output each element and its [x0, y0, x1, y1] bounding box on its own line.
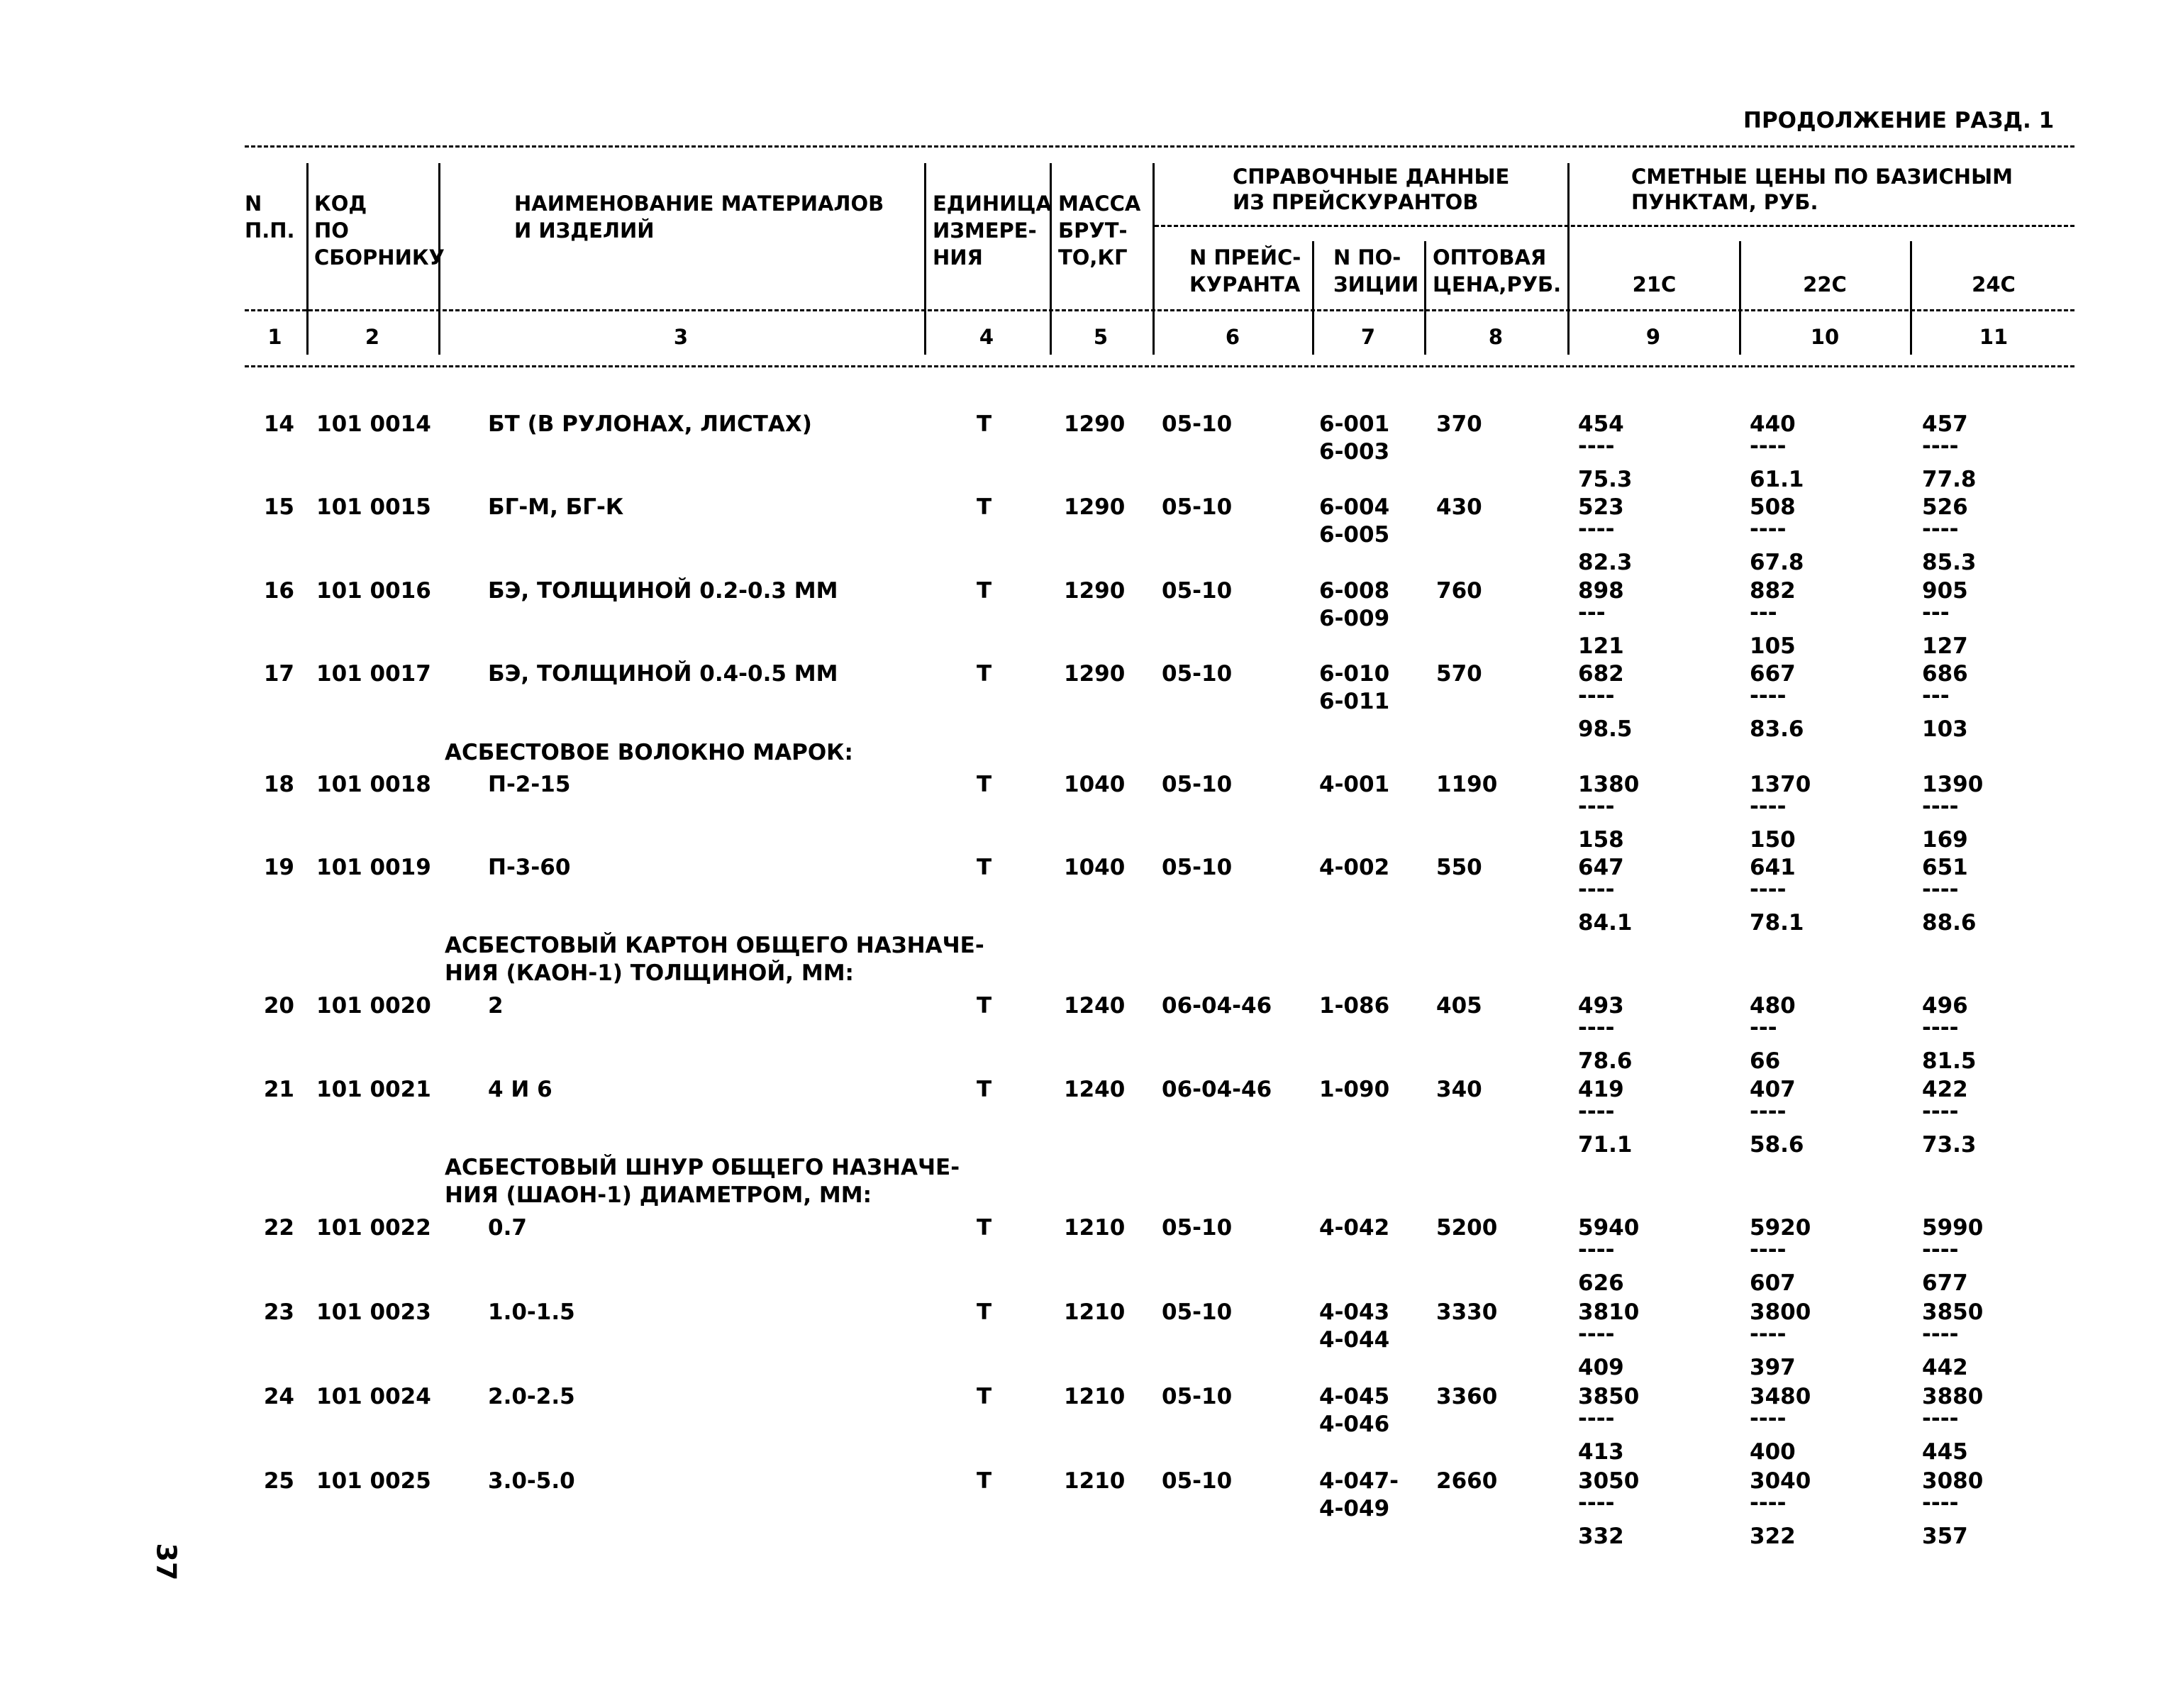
row-position: 4-045 — [1319, 1384, 1390, 1409]
row-position: 6-010 — [1319, 661, 1390, 687]
header-mid-rule — [1155, 225, 2074, 227]
row-price-24c-top: 457 — [1922, 411, 1968, 437]
row-mass: 1290 — [1064, 411, 1126, 437]
row-price-22c-dash: ---- — [1750, 877, 1787, 902]
row-name: БЭ, ТОЛЩИНОЙ 0.4-0.5 ММ — [488, 661, 838, 687]
row-pricelist: 05-10 — [1162, 772, 1233, 797]
row-code: 101 0018 — [316, 772, 431, 797]
row-mass: 1040 — [1064, 772, 1126, 797]
row-price-24c-dash: ---- — [1922, 1490, 1959, 1516]
group-heading-cord-line2: НИЯ (ШАОН-1) ДИАМЕТРОМ, ММ: — [445, 1182, 872, 1208]
row-unit: Т — [977, 855, 992, 880]
row-position: 4-043 — [1319, 1299, 1390, 1325]
row-price-21c-top: 5940 — [1578, 1215, 1640, 1241]
row-price-22c-bottom: 105 — [1750, 633, 1796, 659]
row-price-22c-top: 440 — [1750, 411, 1796, 437]
row-wholesale-price: 2660 — [1436, 1468, 1498, 1494]
row-wholesale-price: 550 — [1436, 855, 1482, 880]
row-price-22c-dash: ---- — [1750, 433, 1787, 459]
col-mass-line1: МАССА — [1058, 192, 1141, 216]
row-price-22c-top: 641 — [1750, 855, 1796, 880]
row-price-21c-top: 682 — [1578, 661, 1624, 687]
row-price-22c-dash: ---- — [1750, 683, 1787, 709]
row-price-22c-dash: ---- — [1750, 1237, 1787, 1263]
table-top-rule — [245, 145, 2074, 148]
row-pricelist: 06-04-46 — [1162, 1077, 1272, 1102]
row-mass: 1210 — [1064, 1384, 1126, 1409]
row-wholesale-price: 430 — [1436, 494, 1482, 520]
page-number: 37 — [150, 1543, 182, 1581]
group-heading-board — [445, 933, 984, 958]
col-name-line1: НАИМЕНОВАНИЕ МАТЕРИАЛОВ — [514, 192, 884, 216]
col-number: 9 — [1645, 325, 1661, 349]
row-wholesale-price: 5200 — [1436, 1215, 1498, 1241]
row-price-21c-bottom: 78.6 — [1578, 1048, 1633, 1074]
row-mass: 1210 — [1064, 1468, 1126, 1494]
col-number: 10 — [1810, 325, 1840, 349]
row-wholesale-price: 405 — [1436, 993, 1482, 1019]
row-position-2: 6-009 — [1319, 606, 1390, 631]
row-price-21c-top: 3810 — [1578, 1299, 1640, 1325]
col-unit-line1: ЕДИНИЦА — [933, 192, 1052, 216]
row-price-22c-bottom: 67.8 — [1750, 550, 1804, 575]
row-price-24c-dash: ---- — [1922, 794, 1959, 819]
row-unit: Т — [977, 661, 992, 687]
row-price-24c-top: 496 — [1922, 993, 1968, 1019]
row-price-24c-bottom: 442 — [1922, 1355, 1968, 1380]
col-ref-group-line2: ИЗ ПРЕЙСКУРАНТОВ — [1233, 190, 1479, 214]
row-name: П-3-60 — [488, 855, 571, 880]
row-number: 19 — [263, 855, 294, 880]
group-heading-bold: АСБЕСТОВЫЙ КАРТОН — [445, 933, 728, 958]
row-price-21c-dash: ---- — [1578, 433, 1615, 459]
row-code: 101 0014 — [316, 411, 431, 437]
group-heading-board-line2: НИЯ (КАОН-1) ТОЛЩИНОЙ, ММ: — [445, 960, 854, 986]
row-code: 101 0020 — [316, 993, 431, 1019]
row-price-22c-top: 667 — [1750, 661, 1796, 687]
row-price-24c-dash: ---- — [1922, 1015, 1959, 1041]
row-position: 4-002 — [1319, 855, 1390, 880]
row-pricelist: 05-10 — [1162, 411, 1233, 437]
row-price-24c-dash: --- — [1922, 600, 1950, 626]
row-price-22c-bottom: 322 — [1750, 1524, 1796, 1549]
col-pricelist-line2: КУРАНТА — [1189, 272, 1301, 296]
row-price-24c-top: 3080 — [1922, 1468, 1984, 1494]
row-number: 23 — [263, 1299, 294, 1325]
row-position: 4-001 — [1319, 772, 1390, 797]
col-n-line1: N — [245, 192, 262, 216]
row-position: 4-042 — [1319, 1215, 1390, 1241]
row-code: 101 0025 — [316, 1468, 431, 1494]
row-position-2: 4-046 — [1319, 1412, 1390, 1437]
row-price-22c-bottom: 397 — [1750, 1355, 1796, 1380]
row-price-24c-dash: ---- — [1922, 433, 1959, 459]
row-code: 101 0016 — [316, 578, 431, 604]
row-mass: 1290 — [1064, 494, 1126, 520]
row-price-24c-dash: ---- — [1922, 1237, 1959, 1263]
row-price-21c-top: 3050 — [1578, 1468, 1640, 1494]
row-price-22c-dash: ---- — [1750, 516, 1787, 542]
col-position-line1: N ПО- — [1333, 245, 1401, 270]
row-price-22c-dash: ---- — [1750, 1099, 1787, 1124]
col-price-line2: ЦЕНА,РУБ. — [1433, 272, 1562, 296]
col-est-group-line2: ПУНКТАМ, РУБ. — [1631, 190, 1818, 214]
group-heading-cord — [445, 1155, 960, 1180]
col-number: 6 — [1225, 325, 1240, 349]
row-name: П-2-15 — [488, 772, 571, 797]
row-price-24c-top: 3880 — [1922, 1384, 1984, 1409]
row-price-24c-dash: --- — [1922, 683, 1950, 709]
col-est-22c: 22С — [1803, 272, 1847, 296]
col-code-line2: ПО — [314, 218, 349, 243]
row-position: 6-008 — [1319, 578, 1390, 604]
row-price-22c-top: 3800 — [1750, 1299, 1811, 1325]
row-price-21c-top: 523 — [1578, 494, 1624, 520]
row-price-22c-top: 407 — [1750, 1077, 1796, 1102]
row-price-22c-top: 480 — [1750, 993, 1796, 1019]
row-number: 22 — [263, 1215, 294, 1241]
row-price-24c-bottom: 677 — [1922, 1270, 1968, 1296]
row-wholesale-price: 3330 — [1436, 1299, 1498, 1325]
col-price-line1: ОПТОВАЯ — [1433, 245, 1547, 270]
row-pricelist: 05-10 — [1162, 1468, 1233, 1494]
row-wholesale-price: 760 — [1436, 578, 1482, 604]
row-price-22c-bottom: 78.1 — [1750, 910, 1804, 936]
row-pricelist: 05-10 — [1162, 578, 1233, 604]
row-price-22c-bottom: 58.6 — [1750, 1132, 1804, 1158]
row-price-21c-bottom: 332 — [1578, 1524, 1624, 1549]
row-price-22c-dash: --- — [1750, 600, 1777, 626]
row-price-24c-top: 3850 — [1922, 1299, 1984, 1325]
row-number: 14 — [263, 411, 294, 437]
row-code: 101 0019 — [316, 855, 431, 880]
row-price-24c-top: 651 — [1922, 855, 1968, 880]
row-price-22c-top: 5920 — [1750, 1215, 1811, 1241]
col-number: 7 — [1360, 325, 1376, 349]
row-price-22c-dash: --- — [1750, 1015, 1777, 1041]
row-price-24c-dash: ---- — [1922, 1099, 1959, 1124]
row-price-24c-top: 422 — [1922, 1077, 1968, 1102]
row-price-21c-bottom: 626 — [1578, 1270, 1624, 1296]
col-pricelist-line1: N ПРЕЙС- — [1189, 245, 1301, 270]
row-price-24c-bottom: 73.3 — [1922, 1132, 1977, 1158]
row-name: 2 — [488, 993, 504, 1019]
row-price-22c-bottom: 66 — [1750, 1048, 1781, 1074]
col-code-line1: КОД — [314, 192, 367, 216]
row-price-21c-bottom: 71.1 — [1578, 1132, 1633, 1158]
row-price-21c-top: 493 — [1578, 993, 1624, 1019]
numbers-bottom-rule — [245, 365, 2074, 367]
row-code: 101 0024 — [316, 1384, 431, 1409]
row-number: 18 — [263, 772, 294, 797]
row-price-21c-bottom: 409 — [1578, 1355, 1624, 1380]
row-price-24c-dash: ---- — [1922, 516, 1959, 542]
row-pricelist: 05-10 — [1162, 1215, 1233, 1241]
row-number: 17 — [263, 661, 294, 687]
row-price-21c-top: 1380 — [1578, 772, 1640, 797]
row-price-22c-dash: ---- — [1750, 1406, 1787, 1431]
row-mass: 1240 — [1064, 993, 1126, 1019]
col-number: 3 — [673, 325, 689, 349]
row-price-24c-bottom: 88.6 — [1922, 910, 1977, 936]
col-est-group-line1: СМЕТНЫЕ ЦЕНЫ ПО БАЗИСНЫМ — [1631, 165, 2013, 189]
row-name: 0.7 — [488, 1215, 527, 1241]
row-wholesale-price: 570 — [1436, 661, 1482, 687]
col-n-line2: П.П. — [245, 218, 295, 243]
row-wholesale-price: 3360 — [1436, 1384, 1498, 1409]
col-number: 5 — [1093, 325, 1109, 349]
row-code: 101 0021 — [316, 1077, 431, 1102]
row-price-22c-top: 508 — [1750, 494, 1796, 520]
row-pricelist: 05-10 — [1162, 494, 1233, 520]
row-name: БЭ, ТОЛЩИНОЙ 0.2-0.3 ММ — [488, 578, 838, 604]
continuation-label: ПРОДОЛЖЕНИЕ РАЗД. 1 — [1743, 108, 2055, 133]
row-mass: 1040 — [1064, 855, 1126, 880]
group-heading-rest: ОБЩЕГО НАЗНАЧЕ- — [728, 933, 984, 958]
col-number: 11 — [1979, 325, 2009, 349]
row-price-21c-top: 647 — [1578, 855, 1624, 880]
row-price-24c-dash: ---- — [1922, 877, 1959, 902]
row-wholesale-price: 340 — [1436, 1077, 1482, 1102]
row-unit: Т — [977, 1299, 992, 1325]
row-price-24c-dash: ---- — [1922, 1321, 1959, 1347]
row-price-24c-top: 686 — [1922, 661, 1968, 687]
group-heading-rest: МАРОК: — [745, 740, 853, 765]
row-number: 20 — [263, 993, 294, 1019]
row-price-22c-top: 882 — [1750, 578, 1796, 604]
group-heading-bold: АСБЕСТОВОЕ ВОЛОКНО — [445, 740, 745, 765]
row-price-22c-top: 3040 — [1750, 1468, 1811, 1494]
row-unit: Т — [977, 1468, 992, 1494]
row-price-21c-bottom: 75.3 — [1578, 467, 1633, 492]
row-mass: 1210 — [1064, 1299, 1126, 1325]
col-ref-group-line1: СПРАВОЧНЫЕ ДАННЫЕ — [1233, 165, 1510, 189]
row-price-21c-bottom: 98.5 — [1578, 716, 1633, 742]
row-unit: Т — [977, 772, 992, 797]
row-price-24c-bottom: 103 — [1922, 716, 1968, 742]
row-price-21c-bottom: 413 — [1578, 1439, 1624, 1465]
row-unit: Т — [977, 1077, 992, 1102]
row-price-22c-bottom: 83.6 — [1750, 716, 1804, 742]
row-price-22c-dash: ---- — [1750, 794, 1787, 819]
row-wholesale-price: 1190 — [1436, 772, 1498, 797]
row-number: 21 — [263, 1077, 294, 1102]
row-pricelist: 05-10 — [1162, 855, 1233, 880]
col-est-21c: 21С — [1632, 272, 1677, 296]
row-position-2: 4-049 — [1319, 1496, 1390, 1521]
row-position-2: 6-005 — [1319, 522, 1390, 548]
row-position-2: 6-011 — [1319, 689, 1390, 714]
row-price-21c-bottom: 158 — [1578, 827, 1624, 853]
row-price-24c-top: 905 — [1922, 578, 1968, 604]
row-wholesale-price: 370 — [1436, 411, 1482, 437]
row-name: БГ-М, БГ-К — [488, 494, 624, 520]
row-pricelist: 06-04-46 — [1162, 993, 1272, 1019]
row-price-22c-bottom: 400 — [1750, 1439, 1796, 1465]
row-price-21c-dash: ---- — [1578, 516, 1615, 542]
row-position: 6-001 — [1319, 411, 1390, 437]
row-price-21c-dash: ---- — [1578, 877, 1615, 902]
row-price-21c-dash: ---- — [1578, 1490, 1615, 1516]
row-code: 101 0015 — [316, 494, 431, 520]
row-number: 15 — [263, 494, 294, 520]
row-position: 4-047- — [1319, 1468, 1399, 1494]
row-number: 25 — [263, 1468, 294, 1494]
row-number: 24 — [263, 1384, 294, 1409]
row-price-22c-top: 3480 — [1750, 1384, 1811, 1409]
row-position: 1-086 — [1319, 993, 1390, 1019]
row-position-2: 4-044 — [1319, 1327, 1390, 1353]
row-name: 1.0-1.5 — [488, 1299, 575, 1325]
row-price-21c-bottom: 121 — [1578, 633, 1624, 659]
row-mass: 1210 — [1064, 1215, 1126, 1241]
row-price-21c-bottom: 82.3 — [1578, 550, 1633, 575]
row-price-24c-bottom: 85.3 — [1922, 550, 1977, 575]
row-name: 4 И 6 — [488, 1077, 552, 1102]
row-price-22c-dash: ---- — [1750, 1490, 1787, 1516]
col-name-line2: И ИЗДЕЛИЙ — [514, 218, 655, 243]
row-price-21c-dash: ---- — [1578, 1321, 1615, 1347]
row-price-21c-bottom: 84.1 — [1578, 910, 1633, 936]
group-heading-rest: ОБЩЕГО НАЗНАЧЕ- — [704, 1155, 960, 1180]
row-name: 3.0-5.0 — [488, 1468, 575, 1494]
row-price-24c-bottom: 357 — [1922, 1524, 1968, 1549]
row-price-24c-top: 1390 — [1922, 772, 1984, 797]
row-price-24c-top: 5990 — [1922, 1215, 1984, 1241]
row-position: 1-090 — [1319, 1077, 1390, 1102]
header-bottom-rule — [245, 309, 2074, 311]
row-price-21c-dash: ---- — [1578, 1237, 1615, 1263]
row-pricelist: 05-10 — [1162, 1384, 1233, 1409]
row-price-22c-bottom: 61.1 — [1750, 467, 1804, 492]
row-price-21c-top: 898 — [1578, 578, 1624, 604]
row-price-21c-dash: ---- — [1578, 794, 1615, 819]
col-number: 2 — [365, 325, 380, 349]
row-name: 2.0-2.5 — [488, 1384, 575, 1409]
row-price-21c-top: 419 — [1578, 1077, 1624, 1102]
row-unit: Т — [977, 993, 992, 1019]
col-mass-line3: ТО,КГ — [1058, 245, 1128, 270]
row-name: БТ (В РУЛОНАХ, ЛИСТАХ) — [488, 411, 812, 437]
row-price-21c-dash: --- — [1578, 600, 1606, 626]
row-code: 101 0017 — [316, 661, 431, 687]
row-unit: Т — [977, 411, 992, 437]
row-mass: 1240 — [1064, 1077, 1126, 1102]
row-price-21c-top: 3850 — [1578, 1384, 1640, 1409]
row-unit: Т — [977, 578, 992, 604]
col-unit-line3: НИЯ — [933, 245, 983, 270]
row-unit: Т — [977, 1215, 992, 1241]
row-unit: Т — [977, 494, 992, 520]
row-price-24c-top: 526 — [1922, 494, 1968, 520]
row-price-24c-bottom: 445 — [1922, 1439, 1968, 1465]
row-price-22c-bottom: 150 — [1750, 827, 1796, 853]
group-heading-fiber — [445, 740, 853, 765]
row-number: 16 — [263, 578, 294, 604]
col-position-line2: ЗИЦИИ — [1333, 272, 1419, 296]
col-number: 1 — [267, 325, 282, 349]
col-number: 8 — [1488, 325, 1504, 349]
row-unit: Т — [977, 1384, 992, 1409]
row-price-21c-dash: ---- — [1578, 683, 1615, 709]
row-position-2: 6-003 — [1319, 439, 1390, 465]
row-code: 101 0022 — [316, 1215, 431, 1241]
row-pricelist: 05-10 — [1162, 1299, 1233, 1325]
row-price-21c-dash: ---- — [1578, 1015, 1615, 1041]
col-est-24c: 24С — [1972, 272, 2016, 296]
col-code-line3: СБОРНИКУ — [314, 245, 445, 270]
row-mass: 1290 — [1064, 578, 1126, 604]
col-unit-line2: ИЗМЕРЕ- — [933, 218, 1037, 243]
row-price-21c-dash: ---- — [1578, 1406, 1615, 1431]
row-price-21c-dash: ---- — [1578, 1099, 1615, 1124]
row-price-22c-dash: ---- — [1750, 1321, 1787, 1347]
row-price-22c-top: 1370 — [1750, 772, 1811, 797]
row-price-24c-bottom: 81.5 — [1922, 1048, 1977, 1074]
col-number: 4 — [979, 325, 994, 349]
row-mass: 1290 — [1064, 661, 1126, 687]
col-mass-line2: БРУТ- — [1058, 218, 1128, 243]
row-price-24c-bottom: 127 — [1922, 633, 1968, 659]
row-price-24c-bottom: 169 — [1922, 827, 1968, 853]
row-code: 101 0023 — [316, 1299, 431, 1325]
row-price-24c-dash: ---- — [1922, 1406, 1959, 1431]
row-price-21c-top: 454 — [1578, 411, 1624, 437]
row-price-22c-bottom: 607 — [1750, 1270, 1796, 1296]
row-pricelist: 05-10 — [1162, 661, 1233, 687]
row-position: 6-004 — [1319, 494, 1390, 520]
row-price-24c-bottom: 77.8 — [1922, 467, 1977, 492]
group-heading-bold: АСБЕСТОВЫЙ ШНУР — [445, 1155, 704, 1180]
